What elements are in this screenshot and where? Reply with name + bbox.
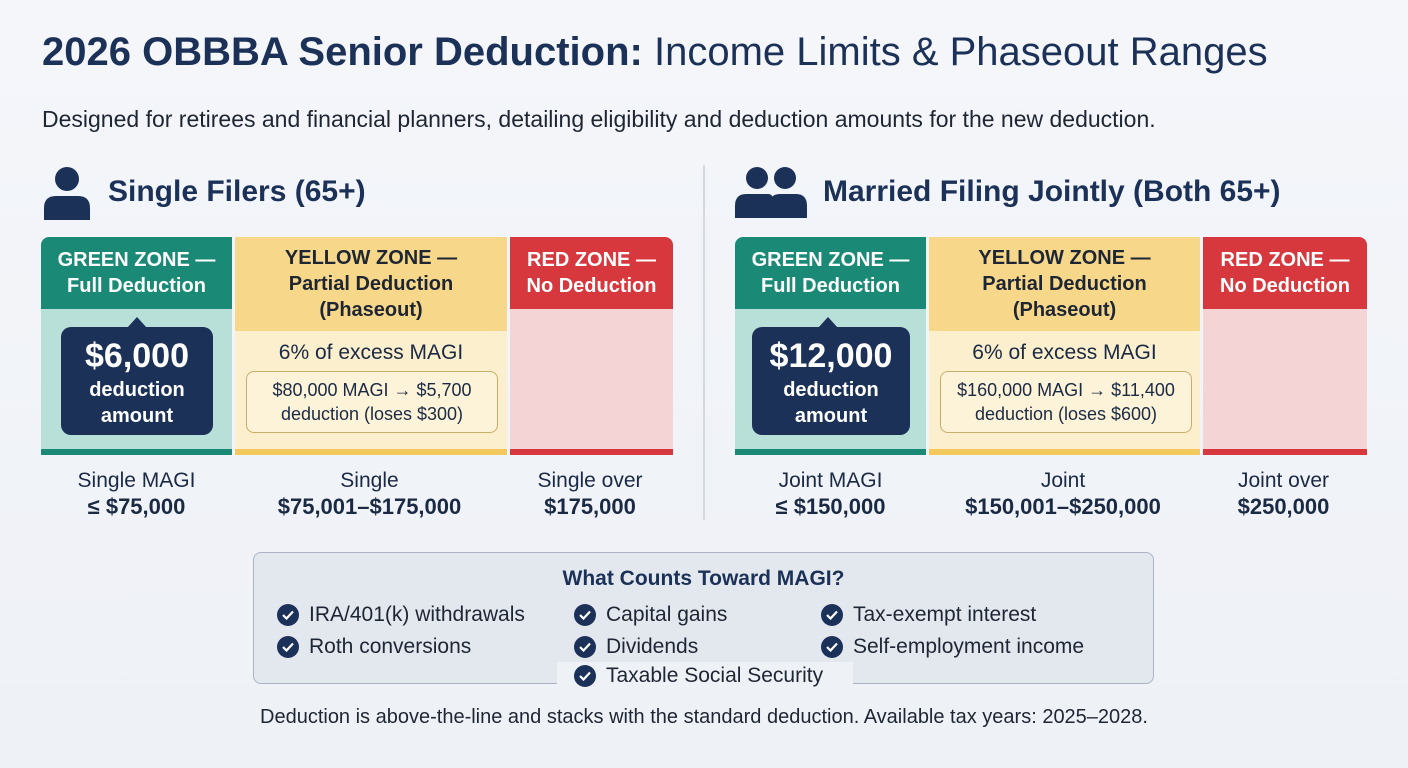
joint-red-body — [1203, 309, 1367, 449]
single-yellow-header — [235, 237, 507, 331]
single-example-line1: $80,000 MAGI → $5,700 — [272, 380, 472, 400]
joint-red-line1: RED ZONE — — [1220, 249, 1350, 271]
single-range-red-value: $175,000 — [544, 494, 636, 519]
joint-section-heading — [735, 162, 1281, 222]
check-icon — [277, 636, 299, 658]
joint-red-line2: No Deduction — [1220, 275, 1350, 297]
single-range-red-label: Single over — [537, 469, 643, 492]
page-subtitle: Designed for retirees and financial planners, detailing eligibility and deduction amounts for the new deduction. — [42, 106, 1156, 132]
single-deduction-amount-box — [61, 327, 213, 435]
single-red-body — [510, 309, 673, 449]
section-divider — [703, 165, 705, 520]
single-red-line2: No Deduction — [526, 275, 657, 297]
check-icon — [821, 604, 843, 626]
single-phaseout-rate: 6% of excess MAGI — [278, 341, 464, 364]
magi-item — [277, 635, 471, 659]
single-person-icon — [42, 164, 92, 220]
magi-title: What Counts Toward MAGI? — [562, 567, 845, 590]
joint-zones — [735, 237, 1367, 455]
title-light: Income Limits & Phaseout Ranges — [653, 30, 1268, 74]
magi-item-label: Dividends — [606, 635, 699, 658]
single-green-line1: GREEN ZONE — — [57, 249, 216, 271]
joint-yellow-header — [929, 237, 1200, 331]
check-icon — [277, 604, 299, 626]
single-red-zone — [510, 237, 673, 455]
check-icon — [574, 665, 596, 687]
joint-ranges — [735, 468, 1367, 520]
single-example-box — [246, 371, 498, 433]
joint-yellow-bar — [929, 449, 1200, 455]
joint-red-zone — [1203, 237, 1367, 455]
single-yellow-line1: YELLOW ZONE — — [284, 247, 458, 269]
single-red-line1: RED ZONE — — [527, 249, 656, 271]
magi-item — [574, 635, 698, 659]
joint-range-yellow — [926, 468, 1200, 520]
single-range-green-value: ≤ $75,000 — [87, 494, 186, 519]
footer-note: Deduction is above-the-line and stacks with the standard deduction. Available tax years: 2025–2028. — [260, 706, 1148, 728]
magi-item — [821, 635, 1084, 659]
single-yellow-line3: (Phaseout) — [319, 299, 423, 321]
check-icon — [821, 636, 843, 658]
single-example-line2: deduction (loses $300) — [280, 404, 464, 424]
magi-item — [277, 603, 525, 627]
joint-deduction-amount-box — [752, 327, 910, 435]
magi-item — [574, 603, 727, 627]
single-green-line2: Full Deduction — [67, 275, 206, 297]
joint-green-line1: GREEN ZONE — — [751, 249, 910, 271]
single-zones — [41, 237, 673, 455]
joint-yellow-line2: Partial Deduction — [982, 273, 1147, 295]
joint-red-bar — [1203, 449, 1367, 455]
joint-green-header — [735, 237, 926, 309]
single-heading-label: Single Filers (65+) — [108, 175, 366, 208]
single-range-red — [507, 468, 673, 520]
joint-green-line2: Full Deduction — [761, 275, 900, 297]
single-yellow-body — [235, 331, 507, 449]
joint-heading-label: Married Filing Jointly (Both 65+) — [823, 175, 1281, 208]
joint-amount-label-1: deduction — [783, 379, 879, 401]
joint-example-line2: deduction (loses $600) — [974, 404, 1158, 424]
magi-item-label: Tax-exempt interest — [853, 603, 1037, 626]
joint-phaseout-rate: 6% of excess MAGI — [972, 341, 1157, 364]
joint-range-green-label: Joint MAGI — [778, 469, 883, 492]
joint-range-green — [735, 468, 926, 520]
title-bold: 2026 OBBBA Senior Deduction: — [42, 30, 643, 74]
check-icon — [574, 636, 596, 658]
joint-amount-label-2: amount — [794, 405, 868, 427]
page-title — [42, 26, 1268, 78]
single-red-header — [510, 237, 673, 309]
joint-yellow-body — [929, 331, 1200, 449]
single-ranges — [41, 468, 673, 520]
joint-green-bar — [735, 449, 926, 455]
single-yellow-line2: Partial Deduction — [288, 273, 454, 295]
joint-range-red-label: Joint over — [1237, 469, 1330, 492]
single-red-bar — [510, 449, 673, 455]
joint-range-green-value: ≤ $150,000 — [775, 494, 886, 519]
joint-red-header — [1203, 237, 1367, 309]
magi-item — [821, 603, 1036, 627]
joint-green-body — [735, 309, 926, 449]
single-range-green-label: Single MAGI — [77, 469, 196, 492]
single-green-header — [41, 237, 232, 309]
magi-item — [574, 664, 823, 688]
single-range-yellow — [232, 468, 507, 520]
joint-green-zone — [735, 237, 926, 455]
joint-example-line1: $160,000 MAGI → $11,400 — [957, 380, 1175, 400]
single-green-zone — [41, 237, 232, 455]
single-green-bar — [41, 449, 232, 455]
couple-icon — [735, 164, 807, 220]
joint-yellow-line3: (Phaseout) — [1012, 299, 1117, 321]
joint-range-yellow-label: Joint — [1040, 469, 1086, 492]
joint-yellow-line1: YELLOW ZONE — — [978, 247, 1151, 269]
single-green-body — [41, 309, 232, 449]
joint-example-box — [940, 371, 1192, 433]
single-range-green — [41, 468, 232, 520]
single-yellow-bar — [235, 449, 507, 455]
single-deduction-amount: $6,000 — [85, 337, 189, 375]
magi-item-label: Roth conversions — [309, 635, 472, 658]
check-icon — [574, 604, 596, 626]
single-range-yellow-label: Single — [340, 469, 399, 492]
joint-range-red — [1200, 468, 1367, 520]
single-yellow-zone — [235, 237, 507, 455]
magi-item-label: Taxable Social Security — [606, 664, 824, 687]
magi-item-label: Capital gains — [606, 603, 728, 626]
magi-item-label: IRA/401(k) withdrawals — [309, 603, 525, 626]
single-amount-label-1: deduction — [89, 379, 185, 401]
single-amount-label-2: amount — [100, 405, 174, 427]
magi-item-label: Self-employment income — [853, 635, 1085, 658]
joint-deduction-amount: $12,000 — [769, 337, 893, 375]
joint-range-red-value: $250,000 — [1237, 494, 1330, 519]
joint-yellow-zone — [929, 237, 1200, 455]
single-section-heading — [42, 162, 366, 222]
single-range-yellow-value: $75,001–$175,000 — [277, 494, 462, 519]
joint-range-yellow-value: $150,001–$250,000 — [965, 494, 1161, 519]
